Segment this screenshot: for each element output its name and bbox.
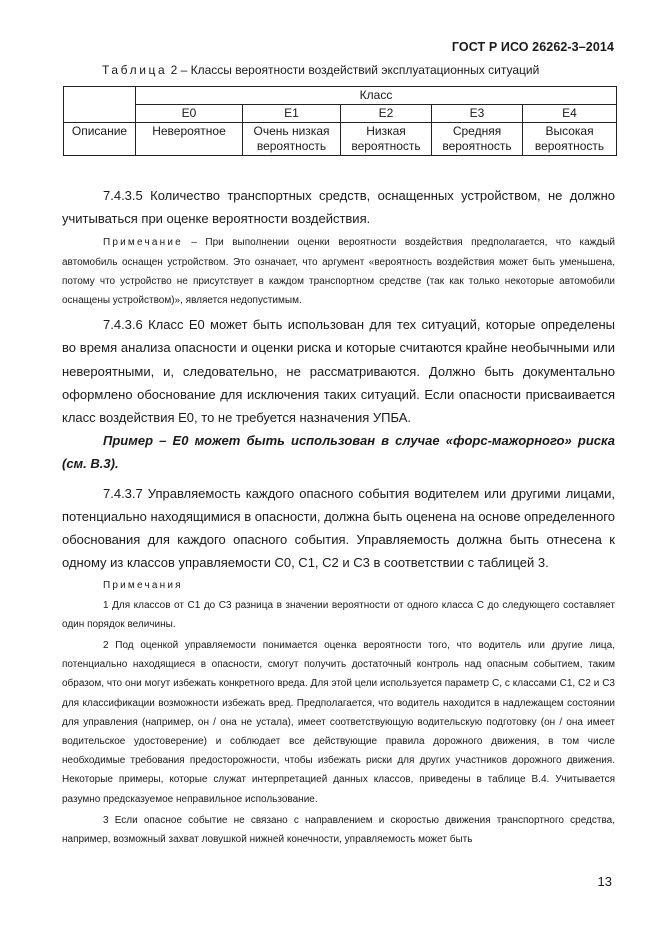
class-group-header: Класс (136, 87, 617, 105)
cell-line: вероятность (351, 139, 421, 153)
table-header-row (64, 87, 617, 105)
table-class-row (64, 105, 617, 123)
table-caption-label: Таблица (102, 63, 168, 77)
example-e0: Пример – E0 может быть использован в случае «форс-мажорного» риска (см. B.3). (62, 433, 615, 472)
class-header-e0: E0 (136, 105, 243, 123)
cell-line: вероятность (534, 139, 605, 153)
cell-e3 (432, 123, 523, 156)
document-header: ГОСТ Р ИСО 26262-3–2014 (451, 40, 614, 54)
class-header-e3: E3 (432, 105, 523, 123)
class-header-e1: E1 (243, 105, 341, 123)
cell-e2 (341, 123, 432, 156)
body-text (62, 184, 615, 849)
row-label-description: Описание (64, 123, 136, 156)
note-1: 1 Для классов от C1 до C3 разница в значении вероятности от одного класса C до следующего составляет один порядок величины. (62, 599, 615, 630)
probability-classes-table (63, 86, 617, 156)
table-caption-text: 2 – Классы вероятности воздействий эксплуатационных ситуаций (167, 63, 540, 77)
notes-heading: Примечания (103, 580, 183, 592)
cell-line: вероятность (442, 139, 512, 153)
cell-line: Невероятное (152, 124, 226, 138)
note-2: 2 Под оценкой управляемости понимается оценка вероятности того, что водитель или другие лица, потенциально находящиеся в опасности, смогут получить достаточный контроль над опасным событием, таким образом, что они могут избежать конкретного вреда. Для этой цели используется параметр C, с классами C1, C2 и C3 для классификации возможности избежать вред. Предполагается, что водитель находится в надлежащем состоянии для управления (например, он / она не устала), имеет соответствующую водительскую подготовку (он / она имеет водительское удостоверение) и соблюдает все действующие правила дорожного движения, в том числе необходимые требования предосторожности, чтобы избежать риски для других участников дорожного движения. Некоторые примеры, которые служат интерпретацией данных классов, приведены в таблице B.4. Учитывается разумно предсказуемое неправильное использование. (62, 640, 615, 805)
paragraph-7-4-3-5: 7.4.3.5 Количество транспортных средств, оснащенных устройством, не должно учитываться при оценке вероятности воздействия. (62, 188, 615, 227)
cell-line: Средняя (452, 124, 502, 138)
paragraph-7-4-3-6: 7.4.3.6 Класс E0 может быть использован для тех ситуаций, которые определены во время анализа опасности и оценки риска и которые считаются крайне необычными или невероятными, и, следовательно, не рассматриваются. Должно быть документально оформлено обоснование для исключения таких ситуаций. Если опасности присваивается класс воздействия E0, то не требуется назначения УПБА. (62, 317, 615, 426)
class-header-e2: E2 (341, 105, 432, 123)
cell-e1 (243, 123, 341, 156)
class-header-e4: E4 (523, 105, 617, 123)
note-7-4-3-5 (62, 233, 615, 310)
note-label: Примечание (103, 237, 183, 249)
cell-line: вероятность (256, 139, 327, 153)
paragraph-7-4-3-7: 7.4.3.7 Управляемость каждого опасного события водителем или другими лицами, потенциально находящимися в опасности, должна быть оценена на основе определенного обоснования для каждого опасного события. Управляемость должна быть отнесена к одному из классов управляемости C0, C1, C2 и C3 в соответствии с таблицей 3. (62, 485, 615, 571)
cell-line: Низкая (366, 124, 406, 138)
table-corner-cell (64, 87, 136, 123)
table-caption (102, 63, 539, 77)
note-text: – При выполнении оценки вероятности воздействия предполагается, что каждый автомобиль оснащен устройством. Это означает, что аргумент «вероятность воздействия может быть уменьшена, потому что устройство не присутствует в каждом транспортном средстве (так как только некоторые автомобили оснащены устройством)», является недопустимым. (62, 237, 615, 307)
table-row (64, 123, 617, 156)
note-3: 3 Если опасное событие не связано с направлением и скоростью движения транспортного средства, например, возможный захват ловушкой нижней конечности, управляемость может быть (62, 814, 615, 846)
cell-e4 (523, 123, 617, 156)
cell-e0 (136, 123, 243, 156)
cell-line: Очень низкая (253, 124, 330, 138)
cell-line: Высокая (545, 124, 594, 138)
page-number: 13 (597, 874, 612, 889)
